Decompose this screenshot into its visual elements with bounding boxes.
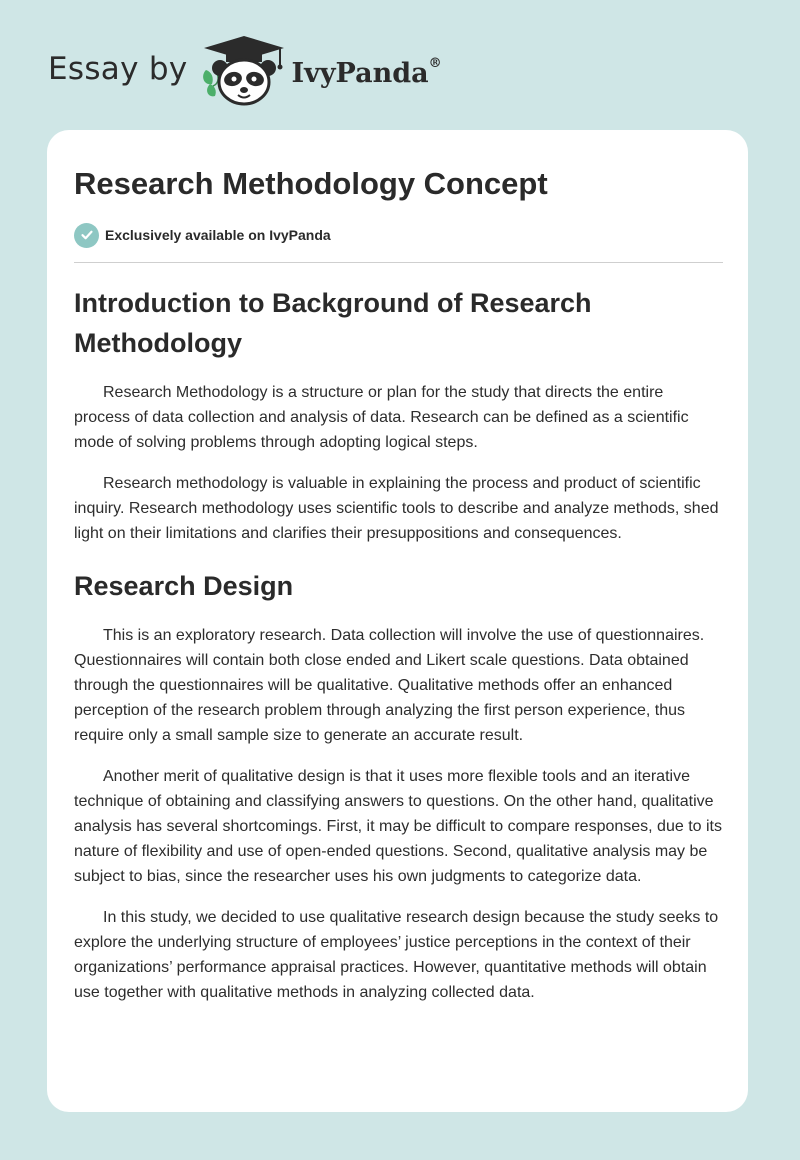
paragraph: This is an exploratory research. Data collection will involve the use of questionnaires. Questionnaires will contain both close ended and Likert scale questions. Data obtained through the questionnaires will be qualitative. Qualitative methods offer an enhanced perception of the research problem through analyzing the first person experience, thus require only a small sample size to generate an accurate result. (74, 627, 705, 744)
paragraph: Research methodology is valuable in explaining the process and product of scientific inquiry. Research methodology uses scientific tools to describe and analyze methods, shed light on their limitations and clarifies their presuppositions and consequences. (74, 475, 719, 542)
brand-text: IvyPanda (291, 57, 429, 89)
exclusive-label: Exclusively available on IvyPanda (105, 227, 331, 243)
section-heading-research-design: Research Design (74, 571, 294, 601)
exclusive-badge (74, 222, 722, 248)
essay-by-label: Essay by (48, 51, 188, 87)
site-header (48, 36, 442, 106)
paragraph: In this study, we decided to use qualitative research design because the study seeks to explore the underlying structure of employees’ justice perceptions in the context of their organizations’ performance appraisal practices. However, quantitative methods will obtain use together with qualitative methods in analyzing collected data. (74, 909, 719, 1001)
brand-name[interactable] (291, 55, 442, 89)
panda-logo-icon[interactable] (198, 32, 290, 108)
registered-mark: ® (428, 55, 442, 71)
paragraph: Research Methodology is a structure or plan for the study that directs the entire process of data collection and analysis of data. Research can be defined as a scientific mode of solving problems through adopting logical steps. (74, 384, 689, 451)
check-circle-icon (74, 223, 99, 248)
page-title: Research Methodology Concept (74, 166, 548, 201)
paragraph: Another merit of qualitative design is that it uses more flexible tools and an iterative technique of obtaining and classifying answers to questions. On the other hand, qualitative analysis has several shortcomings. First, it may be difficult to compare responses, due to its nature of flexibility and use of open-ended questions. Second, qualitative analysis may be subject to bias, since the researcher uses his own judgments to categorize data. (74, 768, 722, 885)
essay-card (47, 130, 748, 1112)
section-heading-introduction: Introduction to Background of Research Methodology (74, 288, 592, 358)
divider (74, 262, 723, 263)
